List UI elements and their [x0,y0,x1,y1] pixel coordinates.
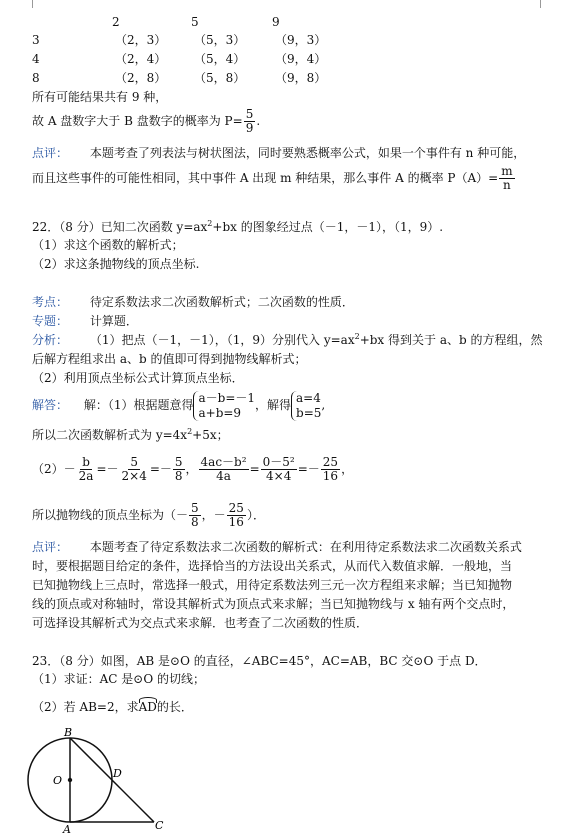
question-23-part2: （2）若 AB=2，求AD的长． [32,700,193,714]
label-o: O [53,774,63,787]
comment-label: 点评： [32,540,69,554]
table-cell: （9，4） [275,52,327,66]
question-23-part1: （1）求证：AC 是⊙O 的切线； [32,672,206,686]
comment-block-21 [32,146,525,160]
segment-bc [70,738,154,822]
fenxi-line-2: 后解方程组求出 a、b 的值即可得到抛物线解析式； [32,352,307,366]
table-cell: （2，8） [115,71,167,85]
arc-ad: AD [138,700,157,714]
question-22-part2: （2）求这条抛物线的顶点坐标. [32,257,200,271]
kaodian-row: 考点： 待定系数法求二次函数解析式；二次函数的性质． [32,295,354,309]
probability-conclusion: 故 A 盘数字大于 B 盘数字的概率为 P= $\frac{5}{9}$ . [32,107,261,135]
jieda-row: 解答： 解：（1）根据题意得 a－b=－1 a+b=9 ，解得 a=4 b=5 , [32,390,326,420]
comment-line: 时，要根据题目给定的条件，选择恰当的方法设出关系式，从而代入数值求解．一般地，当 [32,559,513,573]
label-d: D [113,767,122,780]
kaodian-label: 考点： [32,295,69,309]
comment-text: 本题考查了列表法与树状图法，同时要熟悉概率公式，如果一个事件有 n 种可能， [89,146,526,160]
table-cell: （9，8） [275,71,327,85]
probability-fraction: $\frac{5}{9}$ [245,107,254,135]
function-result: 所以二次函数解析式为 $y=4x^2+5x$； [32,427,229,442]
fenxi-line-3: （2）利用顶点坐标公式计算顶点坐标． [32,371,244,385]
table-header-cell: 2 [112,15,120,29]
comment-block-22: 点评： 本题考查了待定系数法求二次函数的解析式：在利用待定系数法求二次函数关系式 [32,540,522,554]
comment-line: 可选择设其解析式为交点式来求解．也考查了二次函数的性质． [32,616,369,630]
label-b: B [64,726,73,739]
table-header-cell: 9 [272,15,280,29]
page-corner-left [22,0,33,8]
table-cell: （5，8） [194,71,246,85]
table-cell: （5，4） [194,52,246,66]
fenxi-row: 分析： （1）把点（－1，－1），（1，9）分别代入 $y=ax^2+bx$ 得到关于 a、b 的方程组，然 [32,332,543,347]
comment-line: 线的顶点或对称轴时，常设其解析式为顶点式来求解；当已知抛物线与 x 轴有两个交点时， [32,597,515,611]
comment-label: 点评： [32,146,69,160]
zhuanti-label: 专题： [32,314,69,328]
table-cell: （9，3） [275,33,327,47]
comment-line: 已知抛物线上三点时，常选择一般式，用待定系数法列三元一次方程组来求解；当已知抛物 [32,578,513,592]
probability-formula: $\frac{m}{n}$ [501,164,513,192]
table-cell: （2，4） [115,52,167,66]
table-cell: （5，3） [194,33,246,47]
label-a: A [63,823,71,834]
total-outcomes: 所有可能结果共有 9 种， [32,90,168,104]
comment-line-2: 而且这些事件的可能性相同，其中事件 A 出现 m 种结果，那么事件 A 的概率 P（A）= $\frac{m}{n}$ [32,164,513,192]
question-22-stem: 22．（8 分）已知二次函数 $y=ax^2+bx$ 的图象经过点（－1，－1），（1，9）. [32,219,444,234]
vertex-result: 所以抛物线的顶点坐标为（－ $\frac{5}{8}$ ，－ $\frac{25}{16}$ ）． [32,501,265,529]
question-22-part1: （1）求这个函数的解析式； [32,238,184,252]
jieda-label: 解答： [32,398,69,412]
page-corner-right [540,0,551,8]
table-cell: （2，3） [115,33,167,47]
equation-system: a－b=－1 a+b=9 [193,391,255,421]
zhuanti-row: 专题： 计算题． [32,314,138,328]
table-row-label: 8 [32,71,40,85]
conclusion-text: 故 A 盘数字大于 B 盘数字的概率为 P= [32,114,243,128]
fenxi-label: 分析： [32,333,69,347]
vertex-computation: （2）－ $\frac{b}{2a}$ =－ $\frac{5}{2\times 4}$ =－ $\frac{5}{8}$ ， $\frac{\text{4ac－b²}}{4a}$ = $\frac{\text{0－5²}}{4\times 4}$ =－ $\frac{25}{16}$ ， [32,455,354,483]
question-23-stem: 23．（8 分）如图，AB 是⊙O 的直径，∠ABC=45°，AC=AB，BC 交⊙O 于点 D． [32,654,487,668]
table-header-cell: 5 [191,15,199,29]
solution-system: a=4 b=5 [291,391,321,421]
geometry-figure [20,722,180,834]
table-row-label: 4 [32,52,40,66]
table-row-label: 3 [32,33,40,47]
label-c: C [155,819,164,832]
center-point [68,778,72,782]
